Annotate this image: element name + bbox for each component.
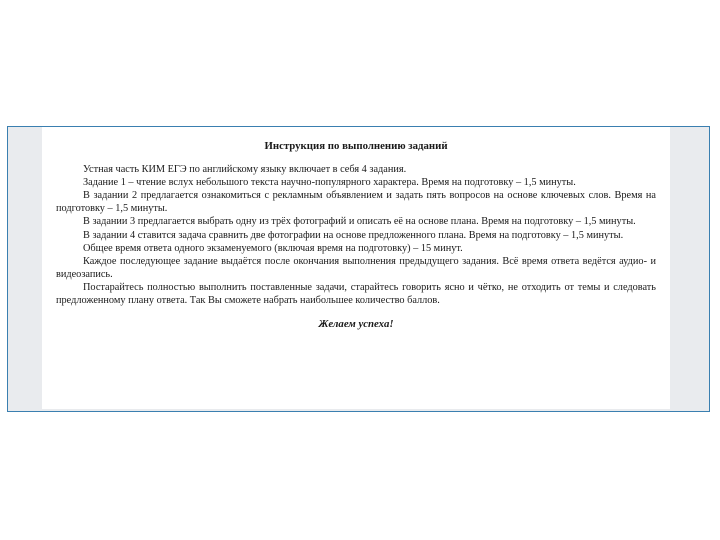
closing-wish: Желаем успеха! xyxy=(318,318,394,331)
paragraph-total-time: Общее время ответа одного экзаменуемого (включая время на подготовку) – 15 минут. xyxy=(83,242,463,254)
paragraph-task-1: Задание 1 – чтение вслух небольшого текста научно-популярного характера. Время на подготовку – 1,5 минуты. xyxy=(83,177,576,189)
paragraph-intro: Устная часть КИМ ЕГЭ по английскому языку включает в себя 4 задания. xyxy=(83,164,407,176)
document-frame xyxy=(7,126,710,412)
paragraph-task-4: В задании 4 ставится задача сравнить две фотографии на основе предложенного плана. Время на подготовку – 1,5 минуты. xyxy=(83,229,624,241)
paragraph-advice: Постарайтесь полностью выполнить поставленные задачи, старайтесь говорить ясно и чётко, не отходить от темы и следовать предложенному плану ответа. Так Вы сможете набрать наибольшее количество баллов. xyxy=(56,281,656,307)
paragraph-task-3: В задании 3 предлагается выбрать одну из трёх фотографий и описать её на основе плана. Время на подготовку – 1,5 минуты. xyxy=(83,216,636,228)
paragraph-recording: Каждое последующее задание выдаётся после окончания выполнения предыдущего задания. Всё время ответа ведётся аудио- и видеозапись. xyxy=(56,255,656,280)
document-page xyxy=(42,127,670,409)
document-title: Инструкция по выполнению заданий xyxy=(264,140,448,152)
paragraph-task-2: В задании 2 предлагается ознакомиться с рекламным объявлением и задать пять вопросов на основе ключевых слов. Время на подготовку – 1,5 минуты. xyxy=(56,190,656,215)
